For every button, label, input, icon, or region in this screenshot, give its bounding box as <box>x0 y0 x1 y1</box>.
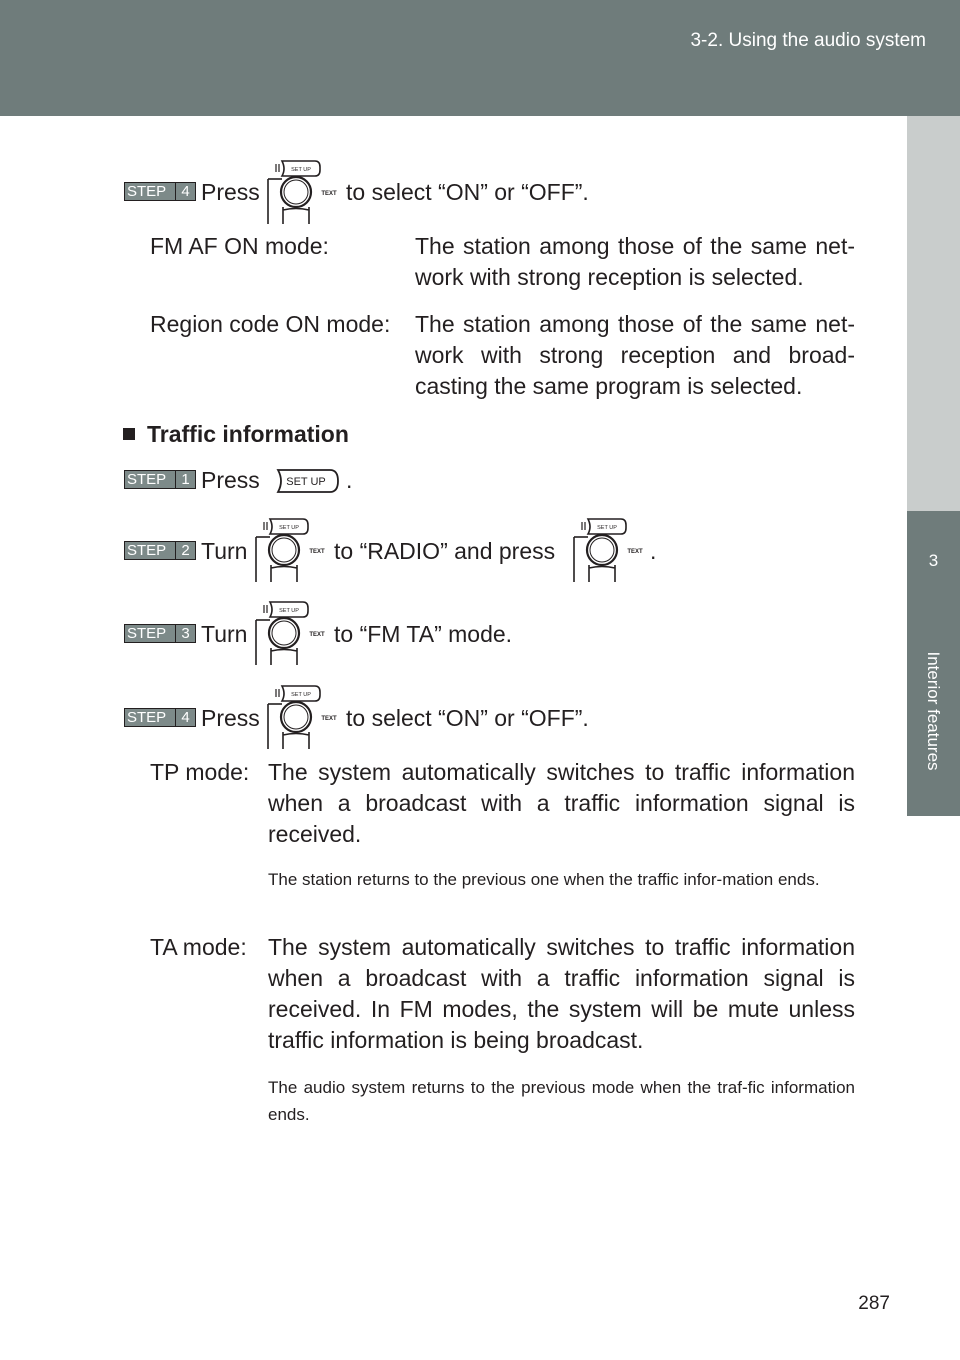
header-band <box>0 0 960 116</box>
step-text-after: to “FM TA” mode. <box>334 621 513 647</box>
step-number: 3 <box>175 625 195 642</box>
section-heading <box>123 419 349 449</box>
step-text-before: Press <box>201 467 260 493</box>
step-number: 4 <box>175 183 195 200</box>
step-number: 1 <box>175 471 195 488</box>
heading-text: Traffic information <box>147 421 349 447</box>
step-text-before: Press <box>201 705 260 731</box>
note-text: The station returns to the previous one when the traffic infor-mation ends. <box>268 870 820 889</box>
page-number: 287 <box>858 1293 890 1314</box>
step-word: STEP <box>127 542 167 559</box>
knob-button-label: SET UP <box>291 167 311 173</box>
step-number: 4 <box>175 709 195 726</box>
step-badge <box>124 708 196 727</box>
knob-tag: TEXT <box>321 191 337 197</box>
side-tab-upper <box>907 116 960 511</box>
step-text-after: . <box>650 538 657 564</box>
step-word: STEP <box>127 625 167 642</box>
step-badge <box>124 624 196 643</box>
step-text-middle: to “RADIO” and press <box>334 538 556 564</box>
definition-text: The station among those of the same net-work with strong reception and broad-casting the same program is selected. <box>415 311 855 399</box>
step-word: STEP <box>127 709 167 726</box>
knob-tag: TEXT <box>321 716 337 722</box>
step-text-after: . <box>346 467 353 493</box>
step-badge <box>124 182 196 201</box>
definition-label: FM AF ON mode: <box>150 233 329 259</box>
note-text: The audio system returns to the previous mode when the traf-fic information ends. <box>268 1078 855 1124</box>
step-text-before: Turn <box>201 538 248 564</box>
definition-text: The system automatically switches to traffic information when a broadcast with a traffic information signal is received. <box>268 759 855 847</box>
chapter-tab <box>907 511 960 816</box>
knob-button-label: SET UP <box>279 608 299 614</box>
tune-knob-icon <box>264 158 342 224</box>
setup-button-icon <box>272 468 340 494</box>
tune-knob-icon <box>264 683 342 749</box>
step-number: 2 <box>175 542 195 559</box>
square-bullet-icon <box>123 428 135 440</box>
knob-tag: TEXT <box>309 549 325 555</box>
chapter-number: 3 <box>928 551 939 570</box>
tune-knob-icon <box>570 516 648 582</box>
chapter-label: Interior features <box>924 651 943 771</box>
definition-label: Region code ON mode: <box>150 311 391 337</box>
step-text-before: Press <box>201 179 260 205</box>
definition-label: TP mode: <box>150 759 250 785</box>
step-word: STEP <box>127 183 167 200</box>
knob-button-label: SET UP <box>291 692 311 698</box>
knob-button-label: SET UP <box>597 525 617 531</box>
definition-text: The station among those of the same net-work with strong reception is selected. <box>415 233 855 290</box>
knob-tag: TEXT <box>309 632 325 638</box>
tune-knob-icon <box>252 599 330 665</box>
setup-button-label: SET UP <box>286 476 326 488</box>
tune-knob-icon <box>252 516 330 582</box>
step-badge <box>124 541 196 560</box>
knob-tag: TEXT <box>627 549 643 555</box>
step-word: STEP <box>127 471 167 488</box>
step-text-after: to select “ON” or “OFF”. <box>346 705 589 731</box>
definition-label: TA mode: <box>150 934 247 960</box>
definition-text: The system automatically switches to traffic information when a broadcast with a traffic information signal is received. In FM modes, the system will be mute unless traffic information is being broadcast. <box>268 934 855 1053</box>
step-text-before: Turn <box>201 621 248 647</box>
section-title: 3-2. Using the audio system <box>690 30 926 51</box>
step-badge <box>124 470 196 489</box>
step-text-after: to select “ON” or “OFF”. <box>346 179 589 205</box>
knob-button-label: SET UP <box>279 525 299 531</box>
